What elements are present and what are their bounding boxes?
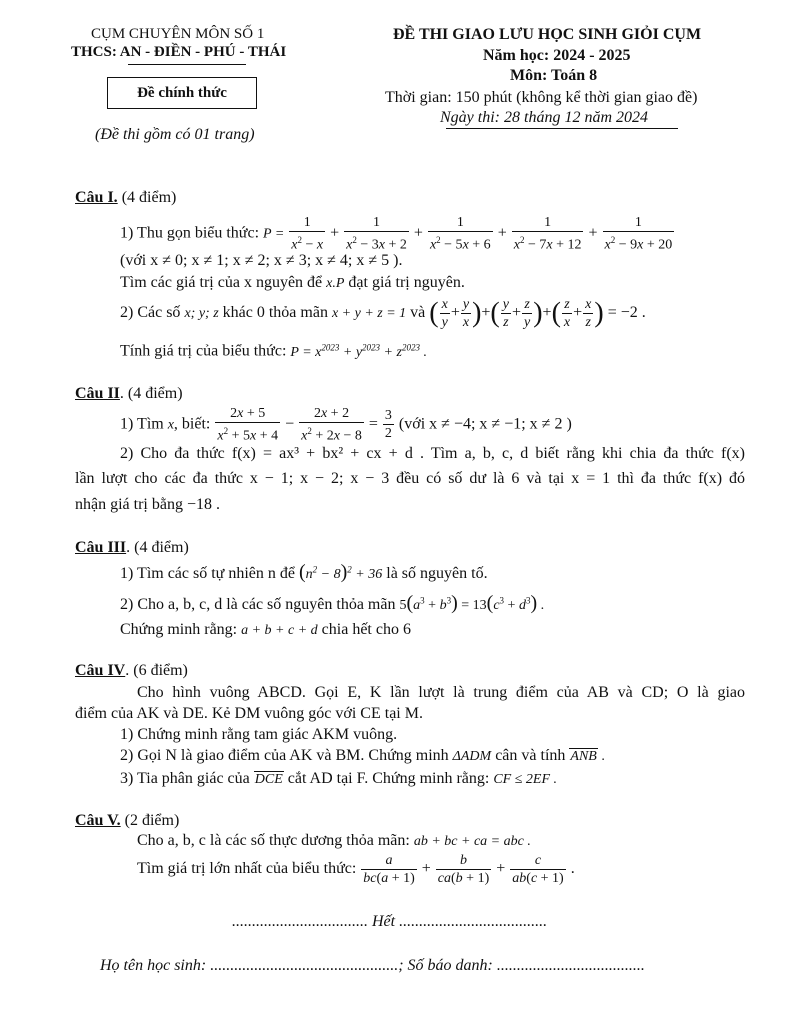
question-5-heading <box>75 812 179 830</box>
student-info-line <box>100 957 645 975</box>
q5-find-text: Tìm giá trị lớn nhất của biểu thức: <box>137 860 357 878</box>
q1-find-expr: x.P <box>326 276 345 291</box>
q3-p1-text-b: là số nguyên tố. <box>386 565 488 582</box>
q4-p3-inequality: CF ≤ 2EF . <box>493 772 558 787</box>
q4-p2-angle: ANB <box>570 749 597 764</box>
question-3-title: Câu III <box>75 539 127 556</box>
q1-part1-condition: (với x ≠ 0; x ≠ 1; x ≠ 2; x ≠ 3; x ≠ 4; x ≠ 5 ). <box>120 252 403 269</box>
question-4-title: Câu IV <box>75 662 126 679</box>
q3-p1-text-a: 1) Tìm các số tự nhiên n để <box>120 565 295 582</box>
question-3-heading <box>75 539 189 557</box>
q1-p2-mid: khác 0 thỏa mãn <box>222 304 328 322</box>
q5-given-eq: ab + bc + ca = abc . <box>413 834 531 849</box>
q2-p1-condition: (với x ≠ −4; x ≠ −1; x ≠ 2 ) <box>398 415 572 433</box>
student-name-dots: ............................................... <box>210 957 399 974</box>
q4-part3 <box>120 770 557 788</box>
q4-intro-line1: Cho hình vuông ABCD. Gọi E, K lần lượt là trung điểm của AB và CD; O là giao <box>137 684 745 701</box>
q4-p2-triangle: ΔADM <box>452 749 492 764</box>
q1-part1-intro: 1) Thu gọn biểu thức: <box>120 224 260 242</box>
q1-p2-calc-text: Tính giá trị của biểu thức: <box>120 342 287 360</box>
q4-p2-text-b: cân và tính <box>495 747 566 764</box>
q5-given <box>137 832 531 850</box>
q4-p2-text-a: 2) Gọi N là giao điểm của AK và BM. Chứng minh <box>120 747 449 764</box>
subject: Môn: Toán 8 <box>510 67 598 84</box>
q3-p3-text-a: Chứng minh rằng: <box>120 621 238 638</box>
q2-part2-line1: 2) Cho đa thức f(x) = ax³ + bx² + cx + d . Tìm a, b, c, d biết rằng khi chia đa thức f(x) <box>120 445 745 462</box>
end-word: Hết <box>372 913 396 930</box>
q2-p1-intro: 1) Tìm <box>120 415 164 433</box>
end-dots-right: ..................................... <box>399 913 548 930</box>
header-left-underline <box>128 64 246 65</box>
q3-p3-text-b: chia hết cho 6 <box>321 621 411 638</box>
q1-part2-calc: Tính giá trị của biểu thức: $P = x^{2023} + y^{2023} + z^{2023}$ . <box>120 342 427 360</box>
school-year: Năm học: 2024 - 2025 <box>483 47 631 64</box>
q4-p3-text-a: 3) Tia phân giác của <box>120 770 250 787</box>
q1-part1-expression: 1) Thu gọn biểu thức: P = $\frac{1}{x^2 - x}$ + $\frac{1}{x^2 - 3x + 2}$ + $\frac{1}{x^2 - 5x + 6}$ + $\frac{1}{x^2 - 7x + 12}$ + $\frac{1}{x^2 - 9x + 20}$ <box>120 215 673 253</box>
official-label: Đề chính thức <box>137 84 227 101</box>
q4-p3-text-b: cắt AD tại F. Chứng minh rằng: <box>287 770 490 787</box>
duration: Thời gian: 150 phút (không kể thời gian giao đề) <box>385 89 698 106</box>
q3-p3-expr: a + b + c + d <box>241 623 318 638</box>
question-2-heading <box>75 385 183 403</box>
q2-part1: 1) Tìm x, biết: $\frac{2x + 5}{x^2 + 5x + 4}$ − $\frac{2x + 2}{x^2 + 2x - 8}$ = $\frac{3}{2}$ (với x ≠ −4; x ≠ −1; x ≠ 2 ) <box>120 406 572 444</box>
q5-given-text: Cho a, b, c là các số thực dương thỏa mãn: <box>137 832 410 849</box>
q4-part1: 1) Chứng minh rằng tam giác AKM vuông. <box>120 726 398 743</box>
q1-p2-eq: x + y + z = 1 <box>331 306 407 322</box>
q1-p2-vars: x; y; z <box>184 306 219 322</box>
q3-part2: 2) Cho a, b, c, d là các số nguyên thỏa mãn $5(a^3 + b^3) = 13(c^3 + d^3)$ . <box>120 592 545 614</box>
exam-date: Ngày thi: 28 tháng 12 năm 2024 <box>440 109 648 126</box>
q2-p1-given: , biết: <box>173 415 211 433</box>
end-dots-left: .................................. <box>232 913 368 930</box>
question-1-title: Câu I. <box>75 189 118 206</box>
question-4-points: . (6 điểm) <box>125 662 188 679</box>
q1-find-text-b: đạt giá trị nguyên. <box>348 274 465 291</box>
q1-part1-find <box>120 274 465 292</box>
q2-part2-line3: nhận giá trị bằng −18 . <box>75 496 220 513</box>
q2-p1-var: x <box>167 417 174 433</box>
header-right-underline <box>446 128 678 129</box>
q1-part2-given: 2) Các số x; y; z khác 0 thỏa mãn x + y + z = 1 và ( $\frac{x}{y}$ + $\frac{y}{x}$ )+( $\frac{y}{z}$ + $\frac{z}{y}$ )+( $\frac{z}{x}$ + $\frac{x}{z}$ ) = −2 . <box>120 297 646 330</box>
question-5-points: (2 điểm) <box>120 812 180 829</box>
q1-p2-intro: 2) Các số <box>120 304 181 322</box>
student-id-label: ; Số báo danh: <box>398 957 493 974</box>
question-4-heading <box>75 662 188 680</box>
exam-title: ĐỀ THI GIAO LƯU HỌC SINH GIỎI CỤM <box>393 26 702 43</box>
official-exam-box <box>107 77 257 109</box>
q1-find-text-a: Tìm các giá trị của x nguyên để <box>120 274 323 291</box>
q2-part2-line2: lần lượt cho các đa thức x − 1; x − 2; x − 3 đều có số dư là 6 và tại x = 1 thì đa thức f(x) đó <box>75 470 745 487</box>
question-1-points: (4 điểm) <box>117 189 177 206</box>
q4-part2: 2) Gọi N là giao điểm của AK và BM. Chứng minh ΔADM cân và tính ANB . <box>120 747 605 764</box>
q1-p2-and: và <box>410 304 426 322</box>
question-3-points: . (4 điểm) <box>126 539 189 556</box>
cluster-name: CỤM CHUYÊN MÔN SỐ 1 <box>91 26 265 42</box>
q4-p3-angle: DCE <box>254 772 283 787</box>
q1-p2-result: = −2 . <box>607 304 646 322</box>
question-1-heading <box>75 189 176 207</box>
school-names: THCS: AN - ĐIỀN - PHÚ - THÁI <box>71 44 287 60</box>
question-2-title: Câu II <box>75 385 120 402</box>
page-count-note: (Đề thi gồm có 01 trang) <box>95 126 255 143</box>
q3-p2-text: 2) Cho a, b, c, d là các số nguyên thỏa mãn <box>120 596 396 613</box>
question-2-points: . (4 điểm) <box>119 385 183 402</box>
end-marker <box>232 913 547 931</box>
q4-intro-line2: điểm của AK và DE. Kẻ DM vuông góc với CE tại M. <box>75 705 423 722</box>
student-name-label: Họ tên học sinh: <box>100 957 207 974</box>
student-id-dots: ..................................... <box>496 957 645 974</box>
q3-part1: 1) Tìm các số tự nhiên n để $(n^2 - 8)^2 + 36$ là số nguyên tố. <box>120 561 488 583</box>
q3-part3 <box>120 621 411 639</box>
q5-find: Tìm giá trị lớn nhất của biểu thức: $\frac{a}{bc(a + 1)}$ + $\frac{b}{ca(b + 1)}$ + $\frac{c}{ab(c + 1)}$ . <box>137 853 575 886</box>
question-5-title: Câu V. <box>75 812 121 829</box>
